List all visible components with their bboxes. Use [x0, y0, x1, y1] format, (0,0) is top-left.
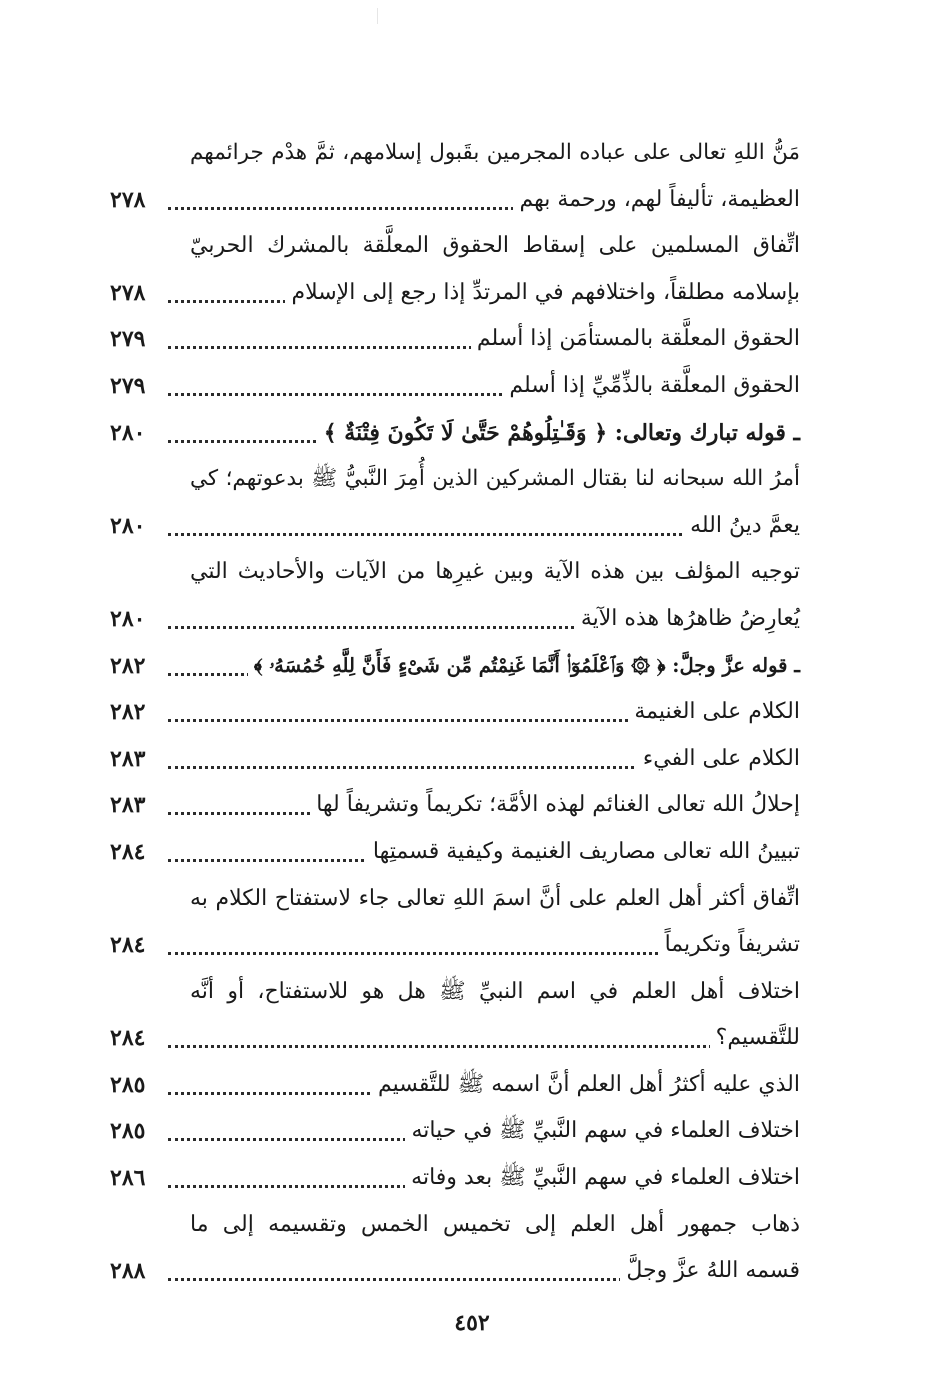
toc-entry — [110, 1248, 800, 1295]
toc-entry — [110, 1062, 800, 1109]
toc-entry — [110, 177, 800, 224]
table-of-contents — [110, 130, 800, 1295]
toc-entry-text: الكلام على الغنيمة — [628, 695, 800, 729]
toc-page-number: ٢٨٨ — [110, 1258, 146, 1285]
toc-page-number: ٢٧٨ — [110, 279, 146, 306]
toc-entry — [110, 829, 800, 876]
toc-page-number: ٢٧٨ — [110, 186, 146, 213]
toc-section-heading: ـ قوله عزَّ وجلَّ: ﴿ ۞ وَٱعْلَمُوٓا۟ أَنَّمَا غَنِمْتُم مِّن شَىْءٍ فَأَنَّ لِلَّهِ خُمُسَهُۥ ﴾ — [248, 649, 800, 683]
toc-page-number: ٢٨٦ — [110, 1165, 146, 1192]
toc-entry — [110, 922, 800, 969]
toc-entry-text: اختلاف العلماء في سهم النَّبيِّ ﷺ بعد وفاته — [405, 1161, 800, 1195]
toc-entry-text: يعمَّ دينُ الله — [684, 509, 800, 543]
toc-entry-text: تشريفاً وتكريماً — [659, 928, 800, 962]
toc-entry-text: تبيينُ الله تعالى مصاريف الغنيمة وكيفية قسمتِها — [367, 835, 800, 869]
toc-entry-text: العظيمة، تأليفاً لهم، ورحمة بهم — [513, 183, 800, 217]
toc-entry — [110, 316, 800, 363]
toc-entry — [110, 270, 800, 317]
toc-entry-text: الكلام على الفيء — [637, 742, 800, 776]
toc-page-number: ٢٧٩ — [110, 372, 146, 399]
toc-page-number: ٢٨٥ — [110, 1071, 146, 1098]
toc-entry — [110, 1108, 800, 1155]
toc-page-number: ٢٨٥ — [110, 1118, 146, 1145]
toc-entry-text: اختلاف أهل العلم في اسم النبيِّ ﷺ هل هو للاستفتاح، أو أنَّه — [184, 975, 800, 1009]
toc-page-number: ٢٨٠ — [110, 512, 146, 539]
toc-entry — [110, 1155, 800, 1202]
toc-entry — [110, 643, 800, 690]
toc-entry-text: اتِّفاق أكثر أهل العلم على أنَّ اسمَ اللهِ تعالى جاء لاستفتاح الكلام به — [184, 882, 800, 916]
toc-entry-text: توجيه المؤلف بين هذه الآية وبين غيرِها من الآيات والأحاديث التي — [184, 555, 800, 589]
toc-page-number: ٢٨٤ — [110, 838, 146, 865]
toc-entry-text: مَنُّ اللهِ تعالى على عباده المجرمين بقَبول إسلامهم، ثمَّ هدْم جرائمهم — [184, 136, 800, 170]
toc-page-number: ٢٨٣ — [110, 792, 146, 819]
toc-entry-text: اتِّفاق المسلمين على إسقاط الحقوق المعلَّقة بالمشرك الحربيّ — [184, 229, 800, 263]
toc-entry-text: الحقوق المعلَّقة بالمستأمَن إذا أسلم — [471, 322, 800, 356]
toc-entry — [110, 1202, 800, 1249]
toc-entry-text: الذي عليه أكثرُ أهل العلم أنَّ اسمه ﷺ للتَّقسيم — [372, 1068, 800, 1102]
toc-entry — [110, 782, 800, 829]
toc-entry — [110, 736, 800, 783]
toc-entry-text: للتَّقسيم؟ — [710, 1021, 800, 1055]
toc-entry-text: إحلالُ الله تعالى الغنائم لهذه الأمَّة؛ تكريماً وتشريفاً لها — [310, 788, 800, 822]
toc-entry-text: ذهاب جمهور أهل العلم إلى تخميس الخمس وتقسيمه إلى ما — [184, 1208, 800, 1242]
toc-entry — [110, 1015, 800, 1062]
toc-entry — [110, 223, 800, 270]
toc-page-number: ٢٨٢ — [110, 699, 146, 726]
toc-entry — [110, 456, 800, 503]
toc-entry — [110, 596, 800, 643]
toc-page-number: ٢٨٣ — [110, 745, 146, 772]
toc-page-number: ٢٧٩ — [110, 326, 146, 353]
toc-entry — [110, 503, 800, 550]
toc-entry — [110, 363, 800, 410]
toc-page-number: ٢٨٢ — [110, 652, 146, 679]
toc-entry-text: الحقوق المعلَّقة بالذِّمِّيِّ إذا أسلم — [503, 369, 800, 403]
toc-entry — [110, 410, 800, 457]
dot-leader — [168, 1045, 790, 1048]
toc-page-number: ٢٨٠ — [110, 605, 146, 632]
toc-entry — [110, 969, 800, 1016]
toc-entry-text: بإسلامه مطلقاً، واختلافهم في المرتدِّ إذا رجع إلى الإسلام — [285, 276, 800, 310]
toc-entry — [110, 876, 800, 923]
toc-entry-text: يُعارِضُ ظاهرُها هذه الآية — [575, 602, 800, 636]
toc-entry — [110, 689, 800, 736]
toc-entry — [110, 130, 800, 177]
scan-artifact — [377, 8, 378, 24]
toc-entry-text: اختلاف العلماء في سهم النَّبيِّ ﷺ في حياته — [405, 1114, 800, 1148]
page-number: ٤٥٢ — [454, 1310, 490, 1336]
toc-section-heading: ـ قوله تبارك وتعالى: ﴿ وَقَـٰتِلُوهُمْ حَتَّىٰ لَا تَكُونَ فِتْنَةٌ ﴾ — [318, 416, 800, 450]
toc-page-number: ٢٨٤ — [110, 932, 146, 959]
toc-page-number: ٢٨٠ — [110, 419, 146, 446]
toc-entry — [110, 549, 800, 596]
toc-entry-text: قسمه اللهُ عزَّ وجلَّ — [620, 1254, 800, 1288]
toc-entry-text: أمرُ الله سبحانه لنا بقتال المشركين الذين أُمِرَ النَّبيُّ ﷺ بدعوتهم؛ كي — [184, 462, 800, 496]
toc-page-number: ٢٨٤ — [110, 1025, 146, 1052]
